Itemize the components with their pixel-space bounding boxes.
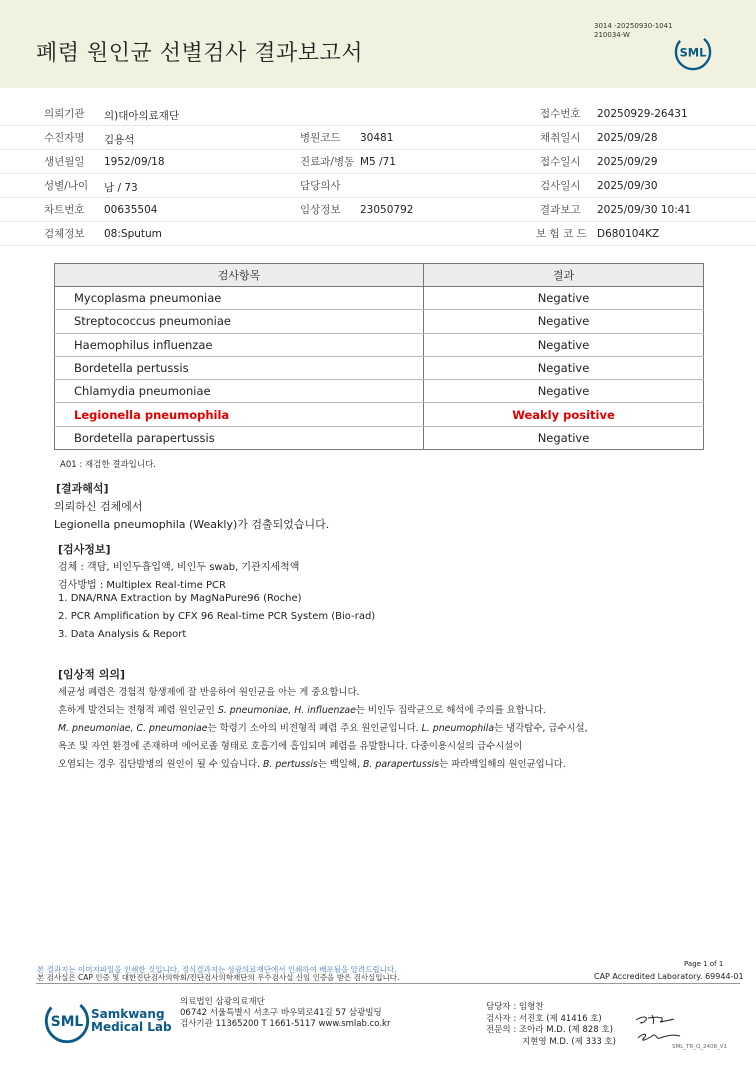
staff-line: 전문의 : 조아라 M.D. (제 828 호): [486, 1025, 613, 1035]
clinical-heading: [임상적 의의]: [58, 668, 126, 681]
table-row: [55, 380, 704, 403]
clinical-info-value: 23050792: [360, 204, 414, 216]
table-row: [55, 356, 704, 379]
accreditation-notice: 본 검사실은 CAP 인증 및 대한진단검사의학회/진단검사의학재단의 우수검사실 신임 인증을 받은 검사실입니다.: [37, 973, 400, 982]
sml-logo-text: SML: [679, 45, 707, 60]
test-item: Chlamydia pneumoniae: [55, 380, 424, 403]
clinical-text: 는 파라백일해의 원인균입니다.: [439, 759, 566, 770]
info-row: [0, 102, 756, 126]
test-result: Negative: [424, 356, 704, 379]
signature-icon: [632, 1010, 684, 1046]
insurance-code-label: 보 험 코 드: [536, 228, 587, 240]
test-item: Haemophilus influenzae: [55, 333, 424, 356]
test-result: Weakly positive: [424, 403, 704, 426]
clinical-line: [58, 720, 588, 734]
specimen-label: 검체정보: [44, 228, 85, 240]
test-result: Negative: [424, 287, 704, 310]
column-header-item: 검사항목: [55, 264, 424, 287]
test-result: Negative: [424, 426, 704, 449]
clinical-text: 세균성 폐렴은 경험적 항생제에 잘 반응하여 원인균을 아는 게 중요합니다.: [58, 687, 360, 698]
test-result: Negative: [424, 333, 704, 356]
results-header-row: [55, 264, 704, 287]
doctor-label: 담당의사: [300, 180, 341, 192]
insurance-code-value: D680104KZ: [597, 228, 660, 240]
interpretation-heading: [결과해석]: [56, 482, 109, 495]
test-item: Streptococcus pneumoniae: [55, 310, 424, 333]
staff-line: 담당자 : 임형찬: [486, 1002, 544, 1012]
column-header-result: 결과: [424, 264, 704, 287]
test-item: Bordetella pertussis: [55, 356, 424, 379]
receipt-date-value: 2025/09/29: [597, 156, 658, 168]
clinical-species: B. parapertussis: [362, 759, 440, 770]
collection-date-value: 2025/09/28: [597, 132, 658, 144]
test-result: Negative: [424, 310, 704, 333]
receipt-no-value: 20250929-26431: [597, 108, 688, 120]
birth-label: 생년월일: [44, 156, 85, 168]
clinical-line: [58, 684, 360, 698]
lab-address: [180, 997, 390, 1030]
footer-divider: [36, 983, 740, 984]
clinical-text: 욕조 및 자연 환경에 존재하며 에어로졸 형태로 호흡기에 흡입되며 폐렴을 유발합니다. 다중이용시설의 급수시설이: [58, 741, 523, 752]
birth-value: 1952/09/18: [104, 156, 165, 168]
table-row: [55, 287, 704, 310]
specimen-value: 08:Sputum: [104, 228, 162, 240]
clinical-text: 오염되는 경우 집단발병의 원인이 될 수 있습니다.: [58, 759, 263, 770]
name-value: 김용석: [104, 134, 135, 146]
test-info-line: 검사방법 : Multiplex Real-time PCR: [58, 580, 226, 591]
info-row: [0, 126, 756, 150]
brand-name: [91, 1008, 172, 1034]
document-code-line2: 210034-W: [594, 31, 630, 39]
clinical-line: [58, 756, 566, 770]
test-info-line: 3. Data Analysis & Report: [58, 629, 187, 640]
retest-note: A01 : 재검한 결과입니다.: [60, 460, 156, 470]
table-row-positive: [55, 403, 704, 426]
document-code-line1: 3014 -20250930-1041: [594, 22, 673, 30]
interpretation-line: 의뢰하신 검체에서: [54, 500, 143, 513]
table-row: [55, 426, 704, 449]
dept-value: M5 /71: [360, 156, 396, 168]
sml-logo-icon: [674, 33, 712, 71]
brand-line2: Medical Lab: [91, 1020, 172, 1034]
form-code: SML_TR_Q_2408_V1: [672, 1044, 728, 1050]
address-line: 검사기관 11365200 T 1661-5117 www.smlab.co.kr: [180, 1019, 391, 1029]
staff-line: 검사자 : 서진호 (제 41416 호): [486, 1013, 602, 1024]
institution-value: 의)대아의료재단: [104, 110, 180, 122]
brand-line1: Samkwang: [91, 1007, 165, 1021]
address-line: 06742 서울특별시 서초구 바우뫼로41길 57 삼광빌딩: [180, 1008, 382, 1018]
test-item: Mycoplasma pneumoniae: [55, 287, 424, 310]
address-line: 의료법인 삼광의료재단: [180, 997, 265, 1007]
clinical-species: S. pneumoniae, H. influenzae: [217, 705, 356, 716]
clinical-species: L. pneumophila: [421, 723, 495, 734]
clinical-species: M. pneumoniae, C. pneumoniae: [58, 723, 208, 734]
test-info-line: 검체 : 객담, 비인두흡입액, 비인두 swab, 기관지세척액: [58, 562, 300, 573]
report-title: 폐렴 원인균 선별검사 결과보고서: [36, 41, 364, 66]
clinical-line: [58, 738, 522, 752]
table-row: [55, 310, 704, 333]
chart-no-label: 차트번호: [44, 204, 85, 216]
sml-footer-logo-text: SML: [50, 1014, 84, 1031]
sex-age-label: 성별/나이: [44, 180, 89, 192]
info-row: [0, 150, 756, 174]
document-code: [594, 22, 673, 40]
table-row: [55, 333, 704, 356]
report-date-value: 2025/09/30 10:41: [597, 204, 692, 216]
clinical-text: 는 학령기 소아의 비전형적 폐렴 주요 원인균입니다.: [207, 723, 422, 734]
hospital-code-value: 30481: [360, 132, 394, 144]
results-table: [54, 263, 704, 450]
test-result: Negative: [424, 380, 704, 403]
clinical-text: 는 비인두 집락균으로 해석에 주의를 요합니다.: [355, 705, 546, 716]
clinical-text: 는 냉각탑수, 급수시설,: [494, 723, 588, 734]
print-notice: 본 결과지는 이미지파일을 인쇄한 것입니다. 정식결과지는 삼광의료재단에서 인쇄하여 배포됨을 알려드립니다.: [37, 965, 397, 974]
info-row: [0, 174, 756, 198]
sex-age-value: 남 / 73: [104, 182, 138, 194]
report-date-label: 결과보고: [540, 204, 581, 216]
name-label: 수진자명: [44, 132, 85, 144]
test-date-value: 2025/09/30: [597, 180, 658, 192]
clinical-line: [58, 702, 546, 716]
cap-accreditation: CAP Accredited Laboratory. 69944-01: [594, 972, 744, 981]
test-info-line: 1. DNA/RNA Extraction by MagNaPure96 (Roche): [58, 593, 302, 604]
collection-date-label: 채취일시: [540, 132, 581, 144]
sml-footer-logo-icon: [44, 998, 90, 1044]
test-item: Legionella pneumophila: [55, 403, 424, 426]
test-item: Bordetella parapertussis: [55, 426, 424, 449]
clinical-info-label: 임상정보: [300, 204, 341, 216]
dept-label: 진료과/병동: [300, 156, 355, 168]
clinical-text: 는 백일해,: [317, 759, 363, 770]
test-info-heading: [검사정보]: [58, 543, 111, 556]
info-row: [0, 198, 756, 222]
test-info-line: 2. PCR Amplification by CFX 96 Real-time PCR System (Bio-rad): [58, 611, 376, 622]
institution-label: 의뢰기관: [44, 108, 85, 120]
test-date-label: 검사일시: [540, 180, 581, 192]
clinical-text: 흔하게 발견되는 전형적 폐렴 원인균인: [58, 705, 218, 716]
info-row: [0, 222, 756, 246]
page-number: Page 1 of 1: [684, 960, 724, 968]
hospital-code-label: 병원코드: [300, 132, 341, 144]
staff-line: 지현영 M.D. (제 333 호): [522, 1036, 617, 1047]
receipt-date-label: 접수일시: [540, 156, 581, 168]
clinical-species: B. pertussis: [262, 759, 318, 770]
staff-list: [486, 1002, 616, 1048]
interpretation-line: Legionella pneumophila (Weakly)가 검출되었습니다.: [54, 518, 330, 531]
chart-no-value: 00635504: [104, 204, 158, 216]
receipt-no-label: 접수번호: [540, 108, 581, 120]
